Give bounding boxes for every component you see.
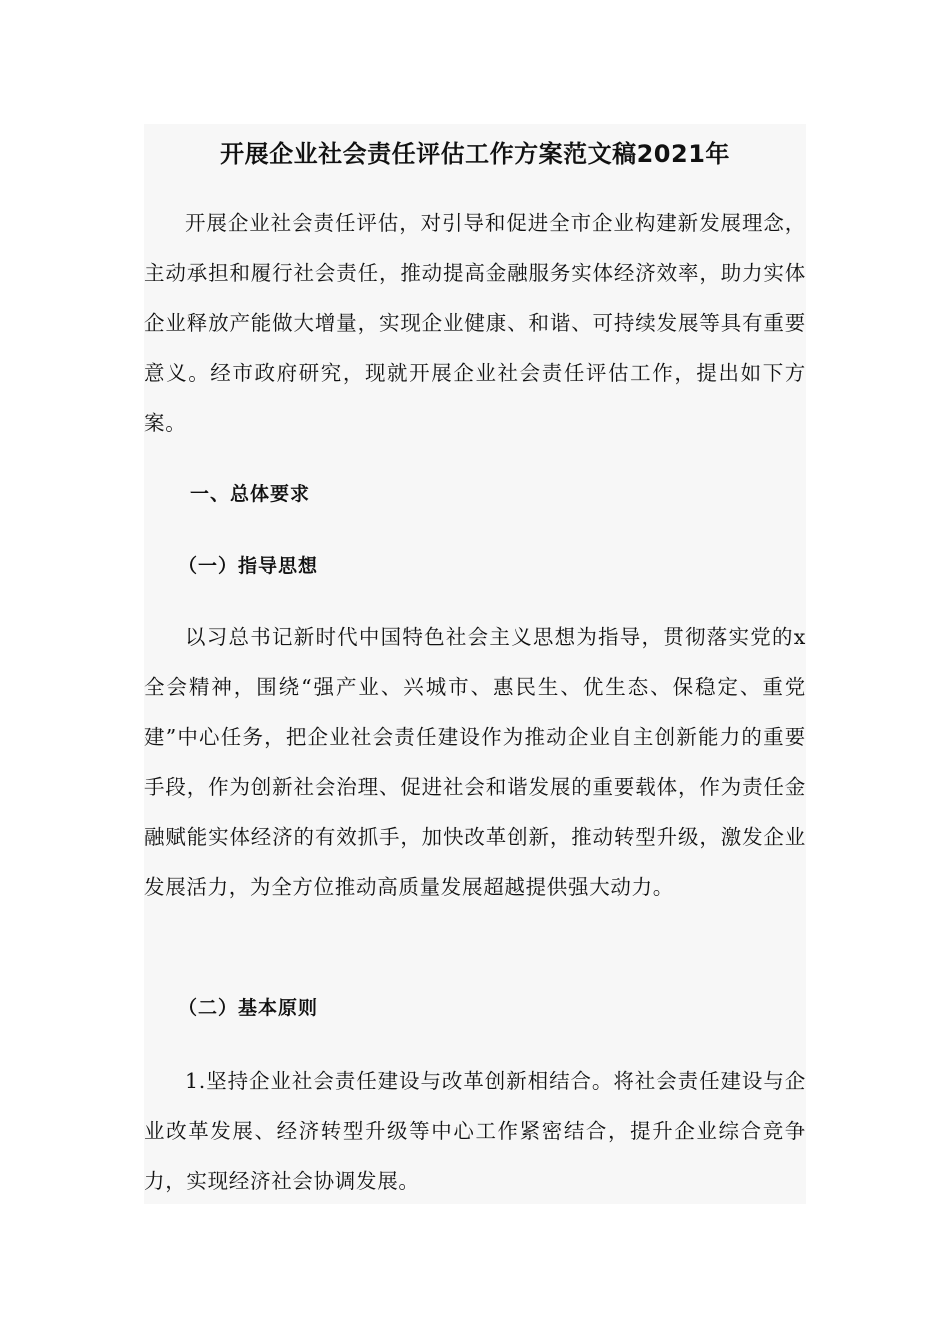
guiding-ideology-paragraph: 以习总书记新时代中国特色社会主义思想为指导，贯彻落实党的x全会精神，围绕“强产业、兴城市、惠民生、优生态、保稳定、重党建”中心任务，把企业社会责任建设作为推动企业自主创新能力的重要手段，作为创新社会治理、促进社会和谐发展的重要载体，作为责任金融赋能实体经济的有效抓手，加快改革创新，推动转型升级，激发企业发展活力，为全方位推动高质量发展超越提供强大动力。 (144, 625, 806, 899)
document-title: 开展企业社会责任评估工作方案范文稿2021年 (220, 140, 730, 168)
section-heading-general-requirements: 一、总体要求 (190, 483, 311, 505)
subsection-heading-basic-principles: （二）基本原则 (178, 997, 319, 1019)
intro-paragraph: 开展企业社会责任评估，对引导和促进全市企业构建新发展理念，主动承担和履行社会责任，推动提高金融服务实体经济效率，助力实体企业释放产能做大增量，实现企业健康、和谐、可持续发展等具有重要意义。经市政府研究，现就开展企业社会责任评估工作，提出如下方案。 (144, 211, 806, 435)
principle-item-1: 1.坚持企业社会责任建设与改革创新相结合。将社会责任建设与企业改革发展、经济转型升级等中心工作紧密结合，提升企业综合竞争力，实现经济社会协调发展。 (144, 1069, 806, 1193)
subsection-heading-guiding-ideology: （一）指导思想 (178, 555, 319, 577)
